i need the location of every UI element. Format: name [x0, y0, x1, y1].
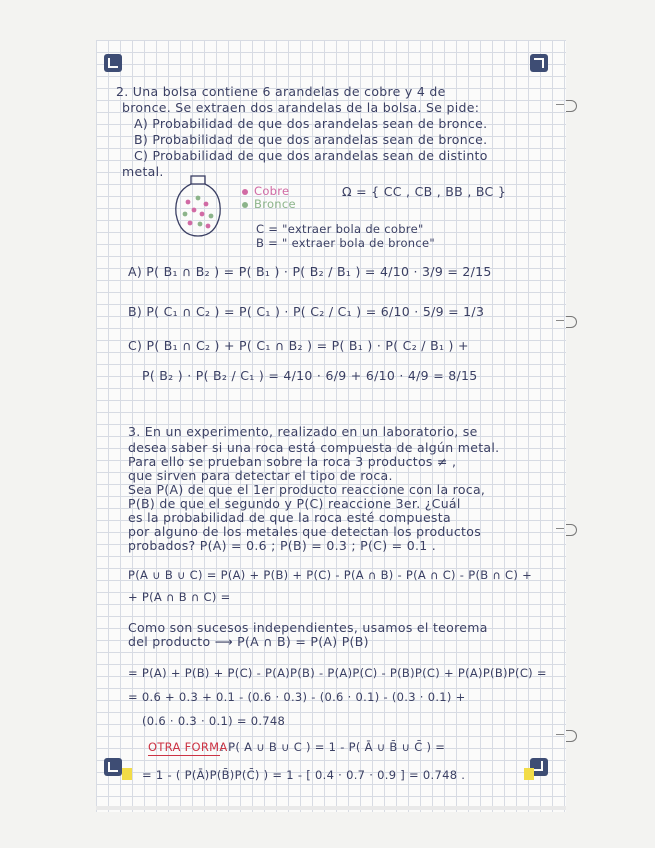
problem3-line: Para ello se prueban sobre la roca 3 productos ≠ ,: [128, 454, 457, 469]
alternative-line-1: : P( A ∪ B ∪ C ) = 1 - P( Ā ∪ B̄ ∪ C̄ ) =: [220, 740, 446, 754]
problem2-line: C) Probabilidad de que dos arandelas sean de distinto: [134, 148, 488, 163]
bag-drawing: [172, 174, 224, 240]
problem3-line: que sirven para detectar el tipo de roca.: [128, 468, 393, 483]
page-tab: [122, 768, 132, 780]
page-bottom-edge: [96, 806, 566, 810]
union-formula-1: P(A ∪ B ∪ C) = P(A) + P(B) + P(C) - P(A ∩ B) - P(A ∩ C) - P(B ∩ C) +: [128, 568, 533, 582]
problem2-line: A) Probabilidad de que dos arandelas sean de bronce.: [134, 116, 488, 131]
alternative-underline: [148, 755, 220, 756]
corner-marker-icon: [104, 758, 122, 776]
sample-space: Ω = { CC , CB , BB , BC }: [342, 184, 507, 199]
problem3-line: desea saber si una roca está compuesta de algún metal.: [128, 440, 500, 455]
binder-ring-icon: [566, 316, 577, 328]
alternative-label: OTRA FORMA: [148, 740, 228, 754]
corner-marker-icon: [104, 54, 122, 72]
problem3-line: P(B) de que el segundo y P(C) reaccione 3er. ¿Cuál: [128, 496, 461, 511]
binder-ring-icon: [566, 730, 577, 742]
definition-c: C = "extraer bola de cobre": [256, 222, 424, 236]
problem2-line: bronce. Se extraen dos arandelas de la bolsa. Se pide:: [122, 100, 480, 115]
independence-note-1: Como son sucesos independientes, usamos el teorema: [128, 620, 488, 635]
notebook-page: [96, 40, 566, 812]
expansion-line-2: = 0.6 + 0.3 + 0.1 - (0.6 · 0.3) - (0.6 · 0.1) - (0.3 · 0.1) +: [128, 690, 466, 704]
problem2-line: metal.: [122, 164, 164, 179]
problem3-line: probados? P(A) = 0.6 ; P(B) = 0.3 ; P(C) = 0.1 .: [128, 538, 437, 553]
expansion-line-1: = P(A) + P(B) + P(C) - P(A)P(B) - P(A)P(C) - P(B)P(C) + P(A)P(B)P(C) =: [128, 666, 547, 680]
binder-ring-icon: [566, 100, 577, 112]
problem3-line: Sea P(A) de que el 1er producto reaccione con la roca,: [128, 482, 486, 497]
bronce-dot-icon: [242, 202, 248, 208]
cobre-dot-icon: [242, 189, 248, 195]
legend-bronce: Bronce: [254, 197, 296, 211]
independence-note-2: del producto ⟶ P(A ∩ B) = P(A) P(B): [128, 634, 369, 649]
binder-ring-icon: [566, 524, 577, 536]
problem3-line: es la probabilidad de que la roca esté compuesta: [128, 510, 451, 525]
legend-cobre: Cobre: [254, 184, 290, 198]
answer-c-line1: C) P( B₁ ∩ C₂ ) + P( C₁ ∩ B₂ ) = P( B₁ ) · P( C₂ / B₁ ) +: [128, 338, 469, 353]
answer-b: B) P( C₁ ∩ C₂ ) = P( C₁ ) · P( C₂ / C₁ ) = 6/10 · 5/9 = 1/3: [128, 304, 485, 319]
definition-b: B = " extraer bola de bronce": [256, 236, 435, 250]
page-tab: [524, 768, 534, 780]
answer-a: A) P( B₁ ∩ B₂ ) = P( B₁ ) · P( B₂ / B₁ ) = 4/10 · 3/9 = 2/15: [128, 264, 492, 279]
problem3-line: 3. En un experimento, realizado en un laboratorio, se: [128, 424, 478, 439]
answer-c-line2: P( B₂ ) · P( B₂ / C₁ ) = 4/10 · 6/9 + 6/10 · 4/9 = 8/15: [142, 368, 478, 383]
expansion-line-3: (0.6 · 0.3 · 0.1) = 0.748: [142, 714, 286, 728]
union-formula-2: + P(A ∩ B ∩ C) =: [128, 590, 231, 604]
alternative-line-2: = 1 - ( P(Ā)P(B̄)P(C̄) ) = 1 - [ 0.4 · 0.7 · 0.9 ] = 0.748 .: [142, 768, 466, 782]
problem2-line: 2. Una bolsa contiene 6 arandelas de cobre y 4 de: [116, 84, 446, 99]
corner-marker-icon: [530, 54, 548, 72]
problem3-line: por alguno de los metales que detectan los productos: [128, 524, 482, 539]
problem2-line: B) Probabilidad de que dos arandelas sean de bronce.: [134, 132, 488, 147]
